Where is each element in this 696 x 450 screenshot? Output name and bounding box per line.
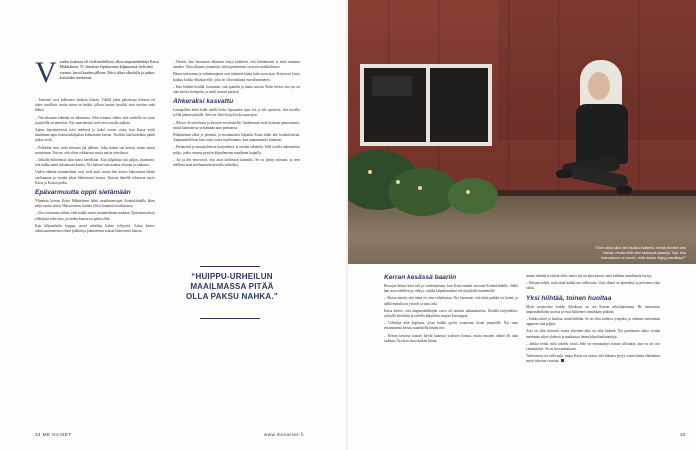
paragraph: – Nikoni oli urheilussa ja kasvoin sen keskellä. Vanhemmat eivät koskaan painostaneet, mutta kannustivat yrittämään aina parhaansa.: [173, 120, 300, 130]
right-page: [348, 0, 696, 450]
intro-text: uoden loukussa oli vielä merkillistä, alkaa ampumahiihtäjä Kaisa Mäkäräinen, 37, ilmoittaa lopettavansa kilpauransa vielä tänä vuonna, kertoi kauden jälkeen. Päivä alkaa ulkoilulla ja jatkuu kotitöiden merkeissä.: [59, 60, 159, 81]
paragraph: – Isä ja äiti neuvoivat, että asiat hoidetaan kunnolla. Se on jäänyt minuun, ja teen edelleen asiat mieluummin kerralla valmiiksi.: [173, 157, 300, 168]
person-face: [588, 72, 610, 100]
end-mark-icon: [561, 359, 564, 362]
paragraph: – Urheilija elää kuplassa, jossa kaikki pyörii seuraavan kisan ympärillä. Nyt saan ensimmäistä kertaa suunnitella kesäni itse.: [384, 321, 518, 331]
paragraph: Ajatus lopettamisesta kävi mielessä jo kaksi vuotta sitten, kun Kaisa voitti maailmancupin kokonaiskilpailun kolmannen kerran. Tuolloin hän kuitenkin päätti jatkaa vielä.: [35, 128, 155, 143]
paragraph: Hiihtäminen alkoi jo pienenä, ja ensimmäiset kilpailut Kaisa hiihti alle kouluikäisenä. Ampumahiihtoon hän siirtyi vasta myöhemmin, kun ampumataito kiinnosti.: [173, 133, 300, 143]
article-intro: [35, 56, 163, 89]
bush: [448, 178, 498, 214]
subheading: Kerran kesässä baariin: [384, 274, 457, 281]
paragraph: Ylimmän kerran Kaisa Mäkäräinen hiihti maailmancupin Kontiolahdella lähes neljä vuotta sitten. Hän muistaa, kuinka yleisö kannusti kotikisoissa.: [35, 199, 155, 209]
paragraph: – Alussa mietin, että tämä on vain väliaikaista. Nyt huomaan, että tämä paikka on kotini, ja täällä minulla on ystävät ja tuttu arki.: [384, 296, 518, 306]
subheading: Epävarmuutta oppii sietämään: [35, 189, 131, 197]
portrait-photo: [348, 0, 696, 264]
paragraph: [526, 354, 660, 364]
paragraph: – Kerran kesässä saatoin käydä baarissa ystävien kanssa, mutta muuten elämä oli aika tarkkaa. Nyt aion ottaa kaiken kiinni.: [384, 333, 518, 343]
paragraph: – Tiiä aikuinen elämäni on alkamassa. Olen tottunut siihen, että vuodella on rytmi ja päivillä on tarkoitus. Nyt saan miettiä, mitä teen omalla ajallani.: [35, 115, 155, 125]
paragraph: Arki on ollut kiireistä, mutta yhteinen aika on ollut tärkeää. Nyt pariskunta aikoo viettää enemmän aikaa yhdessä ja matkustaa ilman kilpailuaikatauluja.: [526, 329, 660, 339]
pullquote-rule-bottom: [200, 318, 260, 319]
paragraph: Myös avopuoliso Jarkko Siltakorpi on osa Kaisan urheilijatarinaa. He tutustuivat ampumahiihdon parissa ja ovat kulkeneet rinnakkain pitkään.: [526, 304, 660, 314]
paragraph: – Jarkko tietää, mitä urheilu vaatii. Hän on ymmärtänyt minua silloinkin, kun en ole itse ymmärtänyt. Se on korvaamatonta.: [526, 341, 660, 352]
paragraph: Hänen tuttavansa ja valmentajansa ovat tukeneet häntä koko uran ajan. Erityisesti kiitos kuuluu Jarkko Siltakorvelle, joka on ollut mukana vuosikymmenen.: [173, 72, 300, 82]
subheading: Ahkeraksi kasvattu: [173, 98, 234, 106]
paragraph: Lentopallon kehä kulki meillä koko lapsuuden ajan. Isä ja äiti opettivat, että kovalla työllä pääsee pitkälle. Siitä on ollut hyötyä koko uran ajan.: [173, 108, 300, 118]
paragraph: muuta elämää ei oikein ollut, mutta nyt on aika katsoa, mitä kaikkea maailmasta löytyy.: [526, 274, 653, 278]
paragraph: – Jarkko tukee ja huoltaa, minä hiihdän. Se on ollut toimiva työnjako, ja olemme molemmat oppineet siitä paljon.: [526, 317, 660, 327]
page-number-right: 35: [680, 432, 687, 437]
page-number-left: 34 ME NAISET: [35, 432, 72, 437]
website-url: www.menaiset.fi: [264, 432, 305, 437]
paragraph: – Jatkolla hiihtämistä alan kausi kerrallaan. Kun kilpailuja tuli paljon, huomasin, että kaikki meni jaksamisen kautta. Nyt haluan vain nauttia olostani ja rauhasta.: [35, 158, 155, 168]
left-column-2: [173, 60, 300, 170]
person-body: [576, 104, 628, 164]
paragraph: Kun kilpaurheilu loppuu, moni urheilija kokee tyhjyyttä. Kaisa kertoo valmistautuneensa siihen pitkään ja puhuneensa asiasta läheistensä kanssa.: [35, 223, 155, 234]
paragraph-text: Tulevaisuus on vielä auki, mutta Kaisa on varma, että liikunta pysyy osana hänen elämäänsä myös tulevina vuosina.: [526, 354, 660, 364]
drop-cap: V: [35, 56, 57, 89]
left-column-1: [35, 98, 155, 236]
right-column-2: [526, 274, 660, 367]
paragraph: Rintojen kirkas kesä tuli jo vuodenaikaan, kun Kaisa muutti nuorena Kontiolahdelle. Siellä hän asuu edelleen ja viihtyy, vaikka kilpailumatkat veivät pitkälti maailmalle.: [384, 284, 518, 294]
photo-caption: ”Olen aina ollut hiei hiukka ihailemi, minkä ihmiset sen halvat, mutta niitä olen lasturpia jaaanyt. Nyt, kun tulevaisuus on avoin, mitä minun täytyy tavoittaa?”: [595, 246, 686, 260]
paragraph: Kaisa kertoo, että ampumahiihtäjän vuosi oli tarkasti aikataulutettu. Kesällä harjoiteltiin, syksyllä leireiltiin ja talvella kilpailtiin ympäri Eurooppaa.: [384, 308, 518, 319]
paragraph: – Havitti, kun huomasin alkaneen väsyä kaikkeen, että hiihtäminen ei enää tuntunut samalta. Olen alkanut ymmärtää, että lopettaminen on myös mahdollisuus.: [173, 60, 300, 70]
right-column-1: [384, 274, 518, 346]
pullquote-rule-top: [200, 266, 260, 267]
paragraph: – Kun hiihdin kesällä, huomasin, että ajattelin jo muita asioita. Keho kertoi, että nyt on aika siirtyä eteenpäin, ja mieli seurasi perässä.: [173, 84, 300, 95]
paragraph: – Perinteistä ja nousujohteista harjoittelua, ei mitään oikoteitä. Sillä tavalla rakennettiin pohja, jonka varassa pystyin kilpailemaan maailman huipulla.: [173, 145, 300, 155]
paragraph: Uuden elämän suunnitelmat ovat vielä auki, mutta hän kertoo haluavansa lähteä vaeltamaan ja viettää aikaa läheistensä kanssa. Kotona hänellä odottavat myös Kaisa ja Kaisan poika.: [35, 170, 155, 185]
window: [360, 64, 492, 146]
paragraph: – Haluan nähdä, mitä tämä kaikki tuo tullessaan. Uusi elämä on jännittävä ja pelottava yhtä aikaa.: [526, 281, 660, 291]
paragraph: – Tunteeni ovat kulkeneet laidasta laitaan. Välillä jokin päiväsarja helottaa tai tekee tavallista, mutta sitten on hetkiä, jolloin tuntuu hyvältä, ettei tarvitse enää lähteä.: [35, 98, 155, 113]
pull-quote: “HUIPPU-URHEILUN MAAILMASSA PITÄÄ OLLA PAKSU NAHKA.”: [185, 272, 279, 301]
paragraph: – Ulos tottumaan siihen, ettei kaikki mene suunnitelmien mukaan. Epävarmuutta ja yllätyksiä tulee aina, ja niiden kanssa on pakko elää.: [35, 211, 155, 221]
subheading: Yksi hiihtää, toinen huoltaa: [526, 294, 612, 302]
paragraph: – Pelkkään siitä, mitä minusta jää jälkeen. Joku toinen saa kertoa, miten minut muistetaan. Toivon, että olisin rohkaissut muita naisia urheilussa.: [35, 145, 155, 155]
